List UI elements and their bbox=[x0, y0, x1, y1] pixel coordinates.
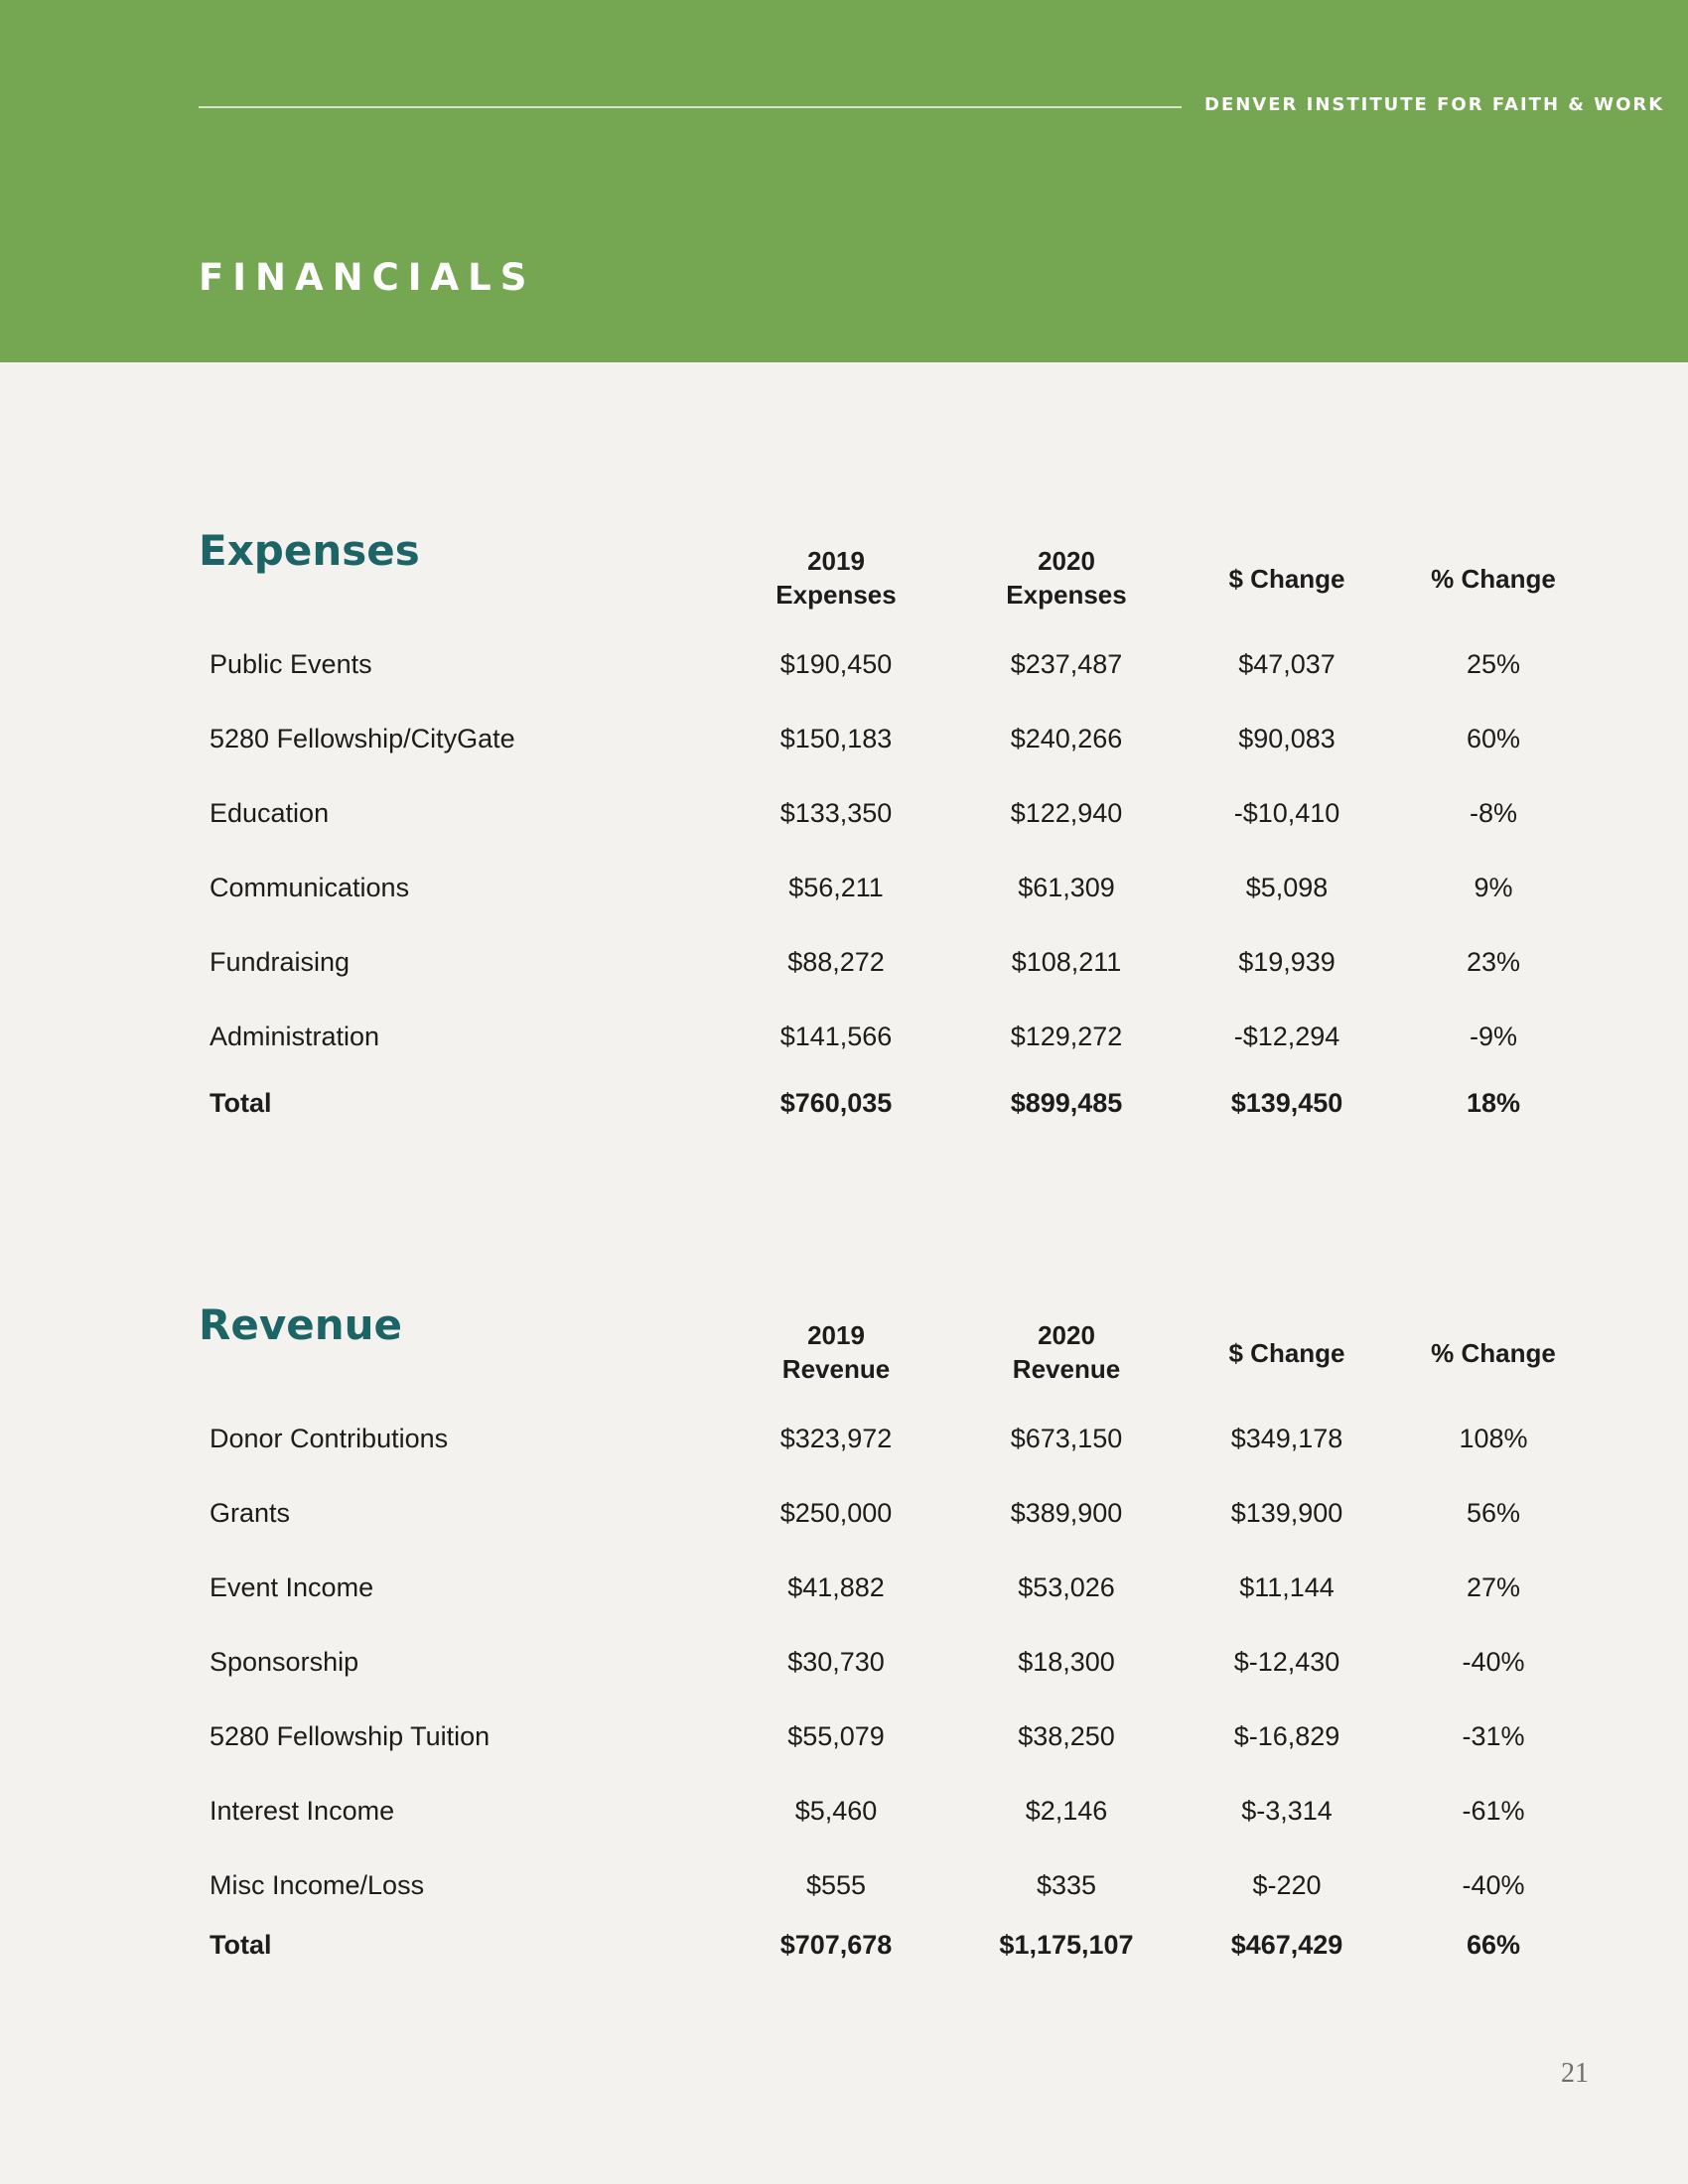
value-2019: $56,211 bbox=[788, 873, 884, 902]
value-2020: $2,146 bbox=[1025, 1796, 1108, 1826]
column-header-2019: 2019 Expenses bbox=[775, 546, 897, 610]
value-2019: $250,000 bbox=[779, 1498, 893, 1528]
value-2019: $30,730 bbox=[787, 1647, 885, 1677]
dollar-change: $349,178 bbox=[1230, 1424, 1343, 1453]
table-row bbox=[199, 1400, 1579, 1474]
expenses-header-row bbox=[199, 526, 1579, 625]
dollar-change: -$12,294 bbox=[1233, 1022, 1340, 1051]
value-2020: $335 bbox=[1036, 1870, 1097, 1900]
dollar-change: $-16,829 bbox=[1233, 1721, 1340, 1751]
value-2020: $389,900 bbox=[1010, 1498, 1123, 1528]
table-row bbox=[199, 1772, 1579, 1846]
row-label: Donor Contributions bbox=[210, 1424, 449, 1453]
row-label: 5280 Fellowship Tuition bbox=[210, 1721, 491, 1751]
value-2019: $133,350 bbox=[779, 798, 893, 828]
table-row bbox=[199, 923, 1579, 998]
table-row bbox=[199, 1549, 1579, 1623]
dollar-change: $5,098 bbox=[1245, 873, 1329, 902]
row-label: Grants bbox=[210, 1498, 291, 1528]
total-2020: $899,485 bbox=[1010, 1088, 1123, 1118]
dollar-change: $-12,430 bbox=[1233, 1647, 1340, 1677]
value-2019: $150,183 bbox=[779, 724, 893, 753]
column-header-dollar-change: $ Change bbox=[1228, 564, 1345, 594]
dollar-change: $-3,314 bbox=[1241, 1796, 1333, 1826]
percent-change: 60% bbox=[1466, 724, 1521, 753]
value-2019: $55,079 bbox=[787, 1721, 885, 1751]
table-row bbox=[199, 1846, 1579, 1914]
value-2019: $88,272 bbox=[787, 947, 885, 977]
dollar-change: -$10,410 bbox=[1233, 798, 1340, 828]
page-number: 21 bbox=[1561, 2058, 1589, 2089]
row-label: Education bbox=[210, 798, 330, 828]
table-row bbox=[199, 1474, 1579, 1549]
dollar-change: $47,037 bbox=[1238, 649, 1336, 679]
table-row bbox=[199, 1623, 1579, 1698]
percent-change: -40% bbox=[1462, 1870, 1525, 1900]
value-2019: $555 bbox=[805, 1870, 867, 1900]
value-2020: $108,211 bbox=[1011, 947, 1122, 977]
row-label: Communications bbox=[210, 873, 410, 902]
value-2019: $190,450 bbox=[779, 649, 893, 679]
total-label: Total bbox=[210, 1088, 272, 1118]
value-2020: $53,026 bbox=[1018, 1572, 1115, 1602]
total-row bbox=[199, 1914, 1579, 1974]
column-header-2019: 2019 Revenue bbox=[781, 1320, 891, 1384]
value-2019: $323,972 bbox=[779, 1424, 893, 1453]
total-row bbox=[199, 1072, 1579, 1132]
dollar-change: $-220 bbox=[1252, 1870, 1322, 1900]
total-2019: $760,035 bbox=[779, 1088, 893, 1118]
total-percent-change: 66% bbox=[1466, 1930, 1521, 1960]
row-label: Fundraising bbox=[210, 947, 351, 977]
value-2020: $61,309 bbox=[1018, 873, 1115, 902]
row-label: Interest Income bbox=[210, 1796, 395, 1826]
column-header-percent-change: % Change bbox=[1431, 1338, 1556, 1368]
value-2019: $41,882 bbox=[787, 1572, 885, 1602]
table-row bbox=[199, 849, 1579, 923]
percent-change: -40% bbox=[1462, 1647, 1525, 1677]
expenses-table bbox=[199, 526, 1579, 1132]
row-label: Public Events bbox=[210, 649, 372, 679]
value-2020: $237,487 bbox=[1010, 649, 1123, 679]
page-title: FINANCIALS bbox=[199, 256, 536, 299]
row-label: Sponsorship bbox=[210, 1647, 359, 1677]
revenue-table bbox=[199, 1300, 1579, 1974]
table-row bbox=[199, 998, 1579, 1072]
percent-change: 9% bbox=[1474, 873, 1513, 902]
dollar-change: $19,939 bbox=[1238, 947, 1336, 977]
row-label: Event Income bbox=[210, 1572, 374, 1602]
percent-change: -61% bbox=[1462, 1796, 1525, 1826]
header-band bbox=[0, 0, 1688, 362]
percent-change: -9% bbox=[1469, 1022, 1517, 1051]
column-header-percent-change: % Change bbox=[1431, 564, 1556, 594]
dollar-change: $90,083 bbox=[1238, 724, 1336, 753]
value-2020: $122,940 bbox=[1010, 798, 1123, 828]
total-dollar-change: $139,450 bbox=[1230, 1088, 1343, 1118]
value-2020: $240,266 bbox=[1010, 724, 1123, 753]
value-2020: $129,272 bbox=[1010, 1022, 1123, 1051]
percent-change: 25% bbox=[1466, 649, 1521, 679]
table-row bbox=[199, 774, 1579, 849]
value-2020: $18,300 bbox=[1018, 1647, 1115, 1677]
total-dollar-change: $467,429 bbox=[1230, 1930, 1343, 1960]
total-2020: $1,175,107 bbox=[999, 1930, 1134, 1960]
value-2019: $141,566 bbox=[779, 1022, 893, 1051]
column-header-dollar-change: $ Change bbox=[1228, 1338, 1345, 1368]
revenue-title: Revenue bbox=[199, 1300, 402, 1349]
percent-change: 56% bbox=[1466, 1498, 1521, 1528]
row-label: Administration bbox=[210, 1022, 380, 1051]
row-label: Misc Income/Loss bbox=[210, 1870, 425, 1900]
table-row bbox=[199, 1698, 1579, 1772]
table-row bbox=[199, 700, 1579, 774]
dollar-change: $11,144 bbox=[1239, 1572, 1335, 1602]
dollar-change: $139,900 bbox=[1230, 1498, 1343, 1528]
total-2019: $707,678 bbox=[779, 1930, 893, 1960]
total-label: Total bbox=[210, 1930, 272, 1960]
percent-change: -31% bbox=[1462, 1721, 1525, 1751]
value-2020: $38,250 bbox=[1018, 1721, 1115, 1751]
percent-change: 108% bbox=[1459, 1424, 1528, 1453]
value-2019: $5,460 bbox=[794, 1796, 878, 1826]
value-2020: $673,150 bbox=[1010, 1424, 1123, 1453]
percent-change: 23% bbox=[1466, 947, 1521, 977]
revenue-header-row bbox=[199, 1300, 1579, 1400]
column-header-2020: 2020 Revenue bbox=[1012, 1320, 1121, 1384]
percent-change: 27% bbox=[1466, 1572, 1521, 1602]
organization-name: DENVER INSTITUTE FOR FAITH & WORK bbox=[1204, 94, 1665, 115]
column-header-2020: 2020 Expenses bbox=[1006, 546, 1127, 610]
row-label: 5280 Fellowship/CityGate bbox=[210, 724, 515, 753]
expenses-title: Expenses bbox=[199, 526, 420, 575]
total-percent-change: 18% bbox=[1466, 1088, 1521, 1118]
table-row bbox=[199, 625, 1579, 700]
percent-change: -8% bbox=[1469, 798, 1517, 828]
header-divider bbox=[199, 106, 1182, 108]
